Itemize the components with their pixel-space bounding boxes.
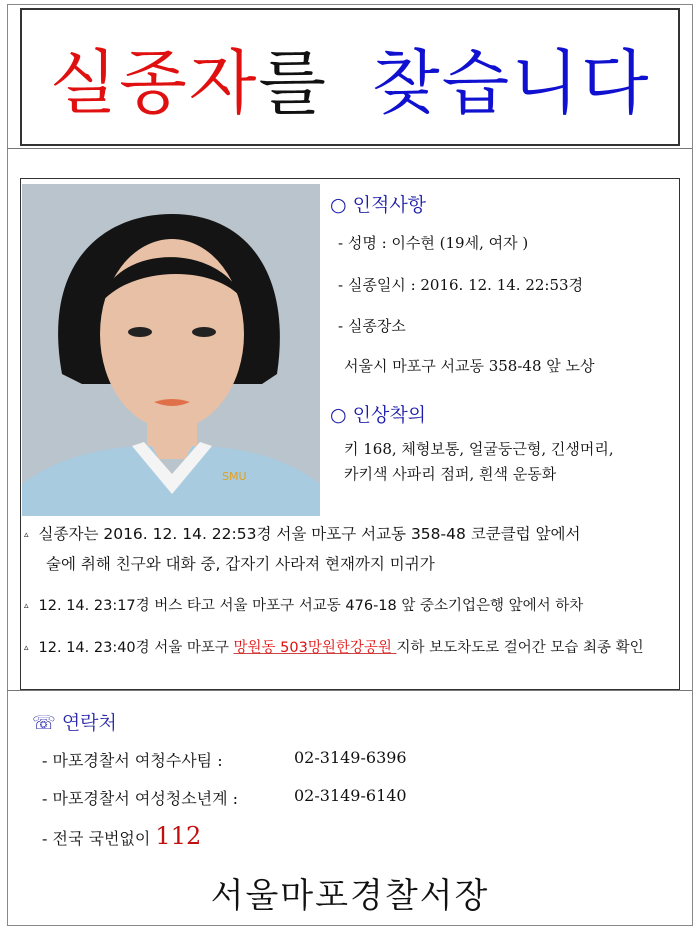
detail-item — [24, 594, 583, 615]
appearance-heading: ○ 인상착의 — [330, 404, 427, 426]
detail-item — [24, 522, 581, 544]
name-field: - 성명 : 이수현 (19세, 여자 ) — [338, 234, 529, 252]
contact-item — [42, 786, 407, 809]
contact-label: - 마포경찰서 여청수사팀 : — [42, 751, 223, 770]
missing-person-photo — [22, 184, 320, 516]
triangle-icon: ▵ — [24, 600, 29, 611]
personal-heading: ○ 인적사항 — [330, 194, 427, 216]
detail-text: 지하 보도차도로 걸어간 모습 최종 확인 — [396, 640, 644, 656]
emergency-number: 112 — [155, 822, 202, 850]
contact-label: - 마포경찰서 여성청소년계 : — [42, 789, 239, 808]
contact-item — [42, 748, 407, 771]
missing-place-label: - 실종장소 — [338, 317, 406, 335]
title-blue: 찾습니다 — [372, 41, 651, 124]
contact-phone: 02-3149-6396 — [294, 748, 407, 767]
detail-text: 술에 취해 친구와 대화 중, 갑자기 사라져 현재까지 미귀가 — [46, 555, 435, 573]
detail-item — [24, 636, 644, 657]
missing-date: - 실종일시 : 2016. 12. 14. 22:53경 — [338, 276, 584, 294]
highlight-location: 망원동 503망원한강공원 — [233, 640, 397, 656]
contact-heading-text: 연락처 — [61, 712, 117, 734]
contact-label: - 전국 국번없이 — [42, 829, 151, 848]
divider — [7, 148, 692, 149]
triangle-icon: ▵ — [24, 529, 29, 540]
appearance-line: 카키색 사파리 점퍼, 흰색 운동화 — [344, 465, 557, 483]
triangle-icon: ▵ — [24, 643, 29, 653]
phone-icon: ☏ — [32, 712, 56, 734]
title-black: 를 — [258, 41, 328, 124]
appearance-line: 키 168, 체형보통, 얼굴둥근형, 긴생머리, — [344, 440, 614, 458]
contact-phone: 02-3149-6140 — [294, 786, 407, 805]
contact-heading — [32, 708, 117, 735]
police-station-name: 서울마포경찰서장 — [210, 876, 490, 916]
detail-text: 12. 14. 23:17경 버스 타고 서울 마포구 서교동 476-18 앞 중소기업은행 앞에서 하차 — [38, 598, 584, 614]
poster-title — [20, 8, 680, 146]
detail-text: 실종자는 2016. 12. 14. 22:53경 서울 마포구 서교동 358-48 코쿤클럽 앞에서 — [38, 525, 581, 543]
divider — [7, 690, 692, 691]
detail-text: 12. 14. 23:40경 서울 마포구 — [38, 640, 234, 656]
shirt-logo: SMU — [222, 470, 247, 483]
contact-item — [42, 822, 201, 850]
title-red: 실종자 — [49, 41, 259, 124]
missing-place: 서울시 마포구 서교동 358-48 앞 노상 — [344, 357, 595, 375]
